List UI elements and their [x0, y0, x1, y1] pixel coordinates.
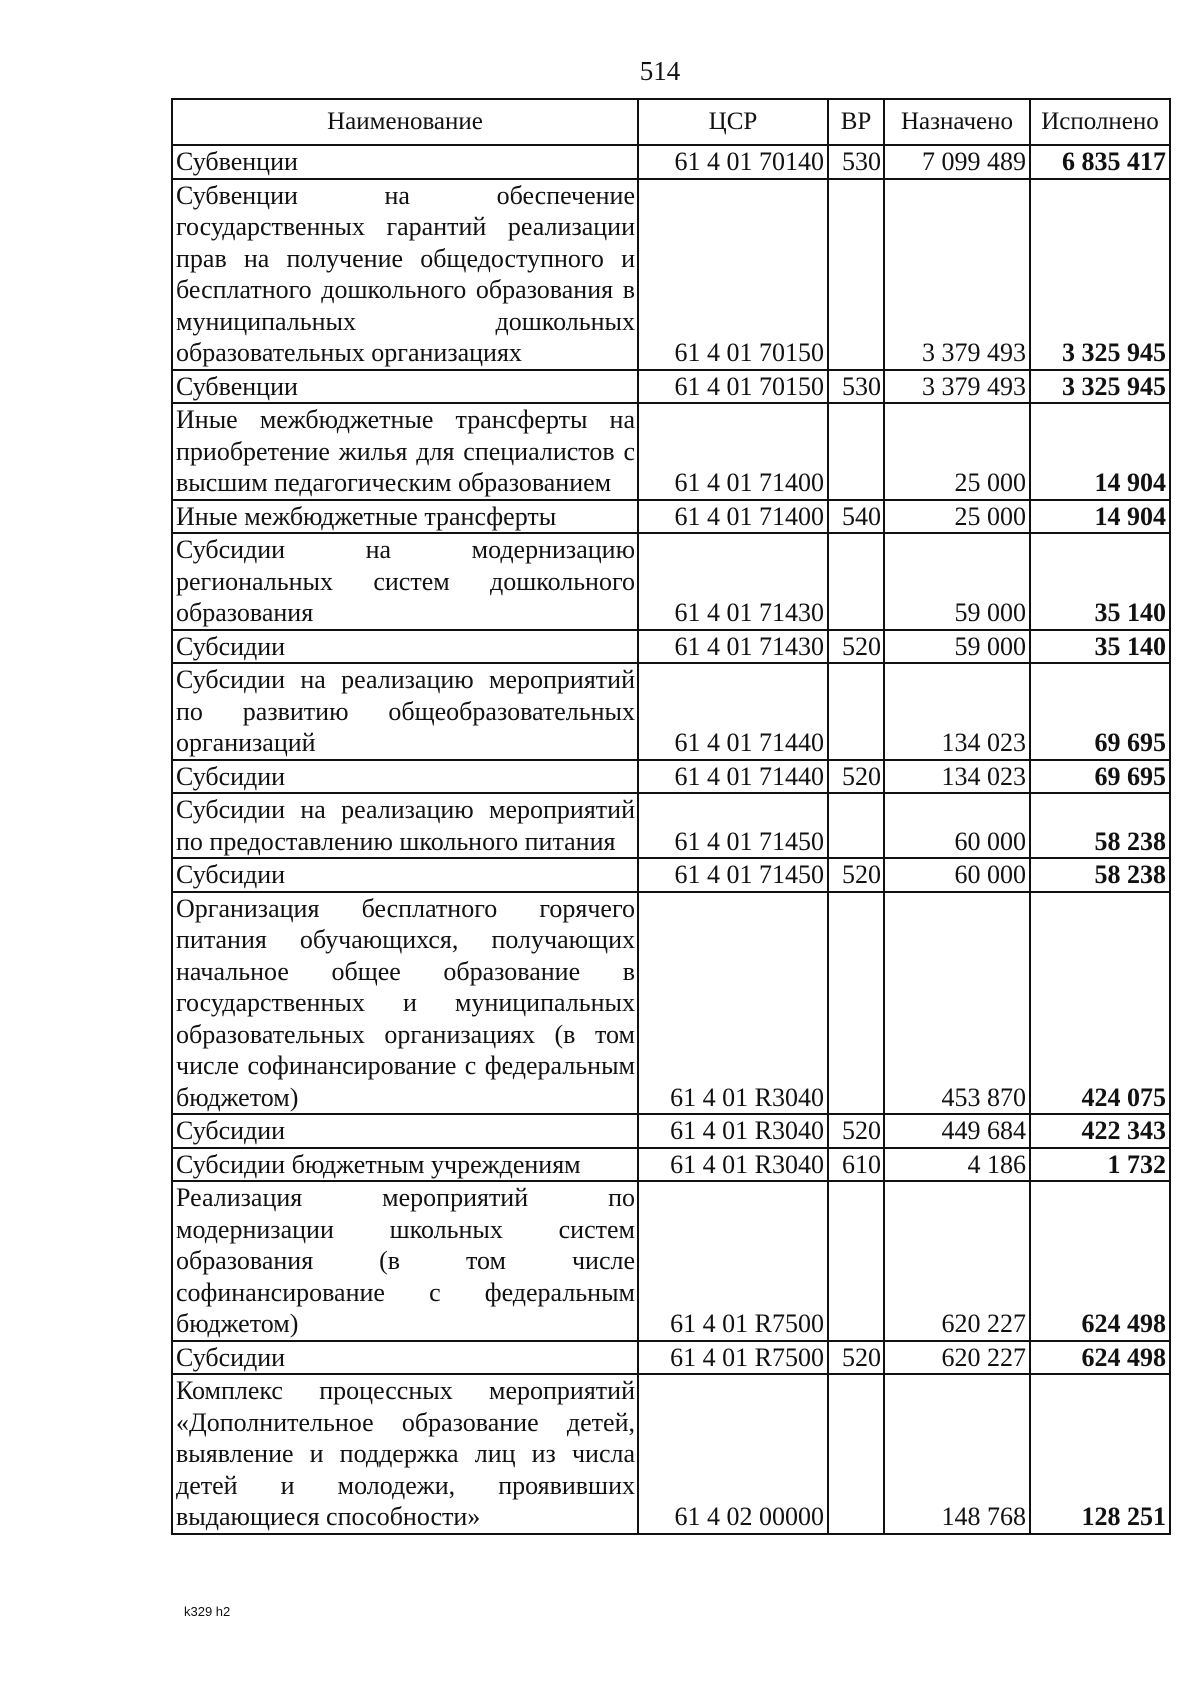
- row-executed: 6 835 417: [1030, 145, 1170, 179]
- budget-table: [171, 98, 1171, 1535]
- row-executed: 58 238: [1030, 858, 1170, 892]
- row-assigned: 25 000: [884, 500, 1030, 534]
- row-name: Субсидии на реализацию мероприятий по развитию общеобразовательных организаций: [172, 663, 638, 760]
- table-row: [172, 533, 1170, 630]
- row-assigned: 3 379 493: [884, 370, 1030, 404]
- table-row: [172, 793, 1170, 858]
- row-vr: [828, 1374, 884, 1534]
- row-executed: 14 904: [1030, 403, 1170, 500]
- row-executed: 14 904: [1030, 500, 1170, 534]
- row-vr: 520: [828, 1114, 884, 1148]
- header-executed: Исполнено: [1030, 99, 1170, 145]
- row-name: Организация бесплатного горячего питания обучающихся, получающих начальное общее образование в государственных и муниципальных образовательных организациях (в том числе софинансирование с федеральным бюджетом): [172, 892, 638, 1115]
- row-name: Субсидии: [172, 1114, 638, 1148]
- row-csr: 61 4 01 71400: [638, 403, 828, 500]
- row-name: Субсидии: [172, 1341, 638, 1375]
- header-csr: ЦСР: [638, 99, 828, 145]
- header-name: Наименование: [172, 99, 638, 145]
- row-name: Субсидии: [172, 630, 638, 664]
- row-assigned: 620 227: [884, 1181, 1030, 1341]
- row-vr: [828, 533, 884, 630]
- row-csr: 61 4 01 70150: [638, 179, 828, 370]
- row-assigned: 4 186: [884, 1148, 1030, 1182]
- table-row: [172, 1114, 1170, 1148]
- row-csr: 61 4 01 R3040: [638, 1148, 828, 1182]
- page-number: 514: [639, 56, 681, 86]
- table-row: [172, 1341, 1170, 1375]
- row-executed: 624 498: [1030, 1181, 1170, 1341]
- row-csr: 61 4 01 R3040: [638, 892, 828, 1115]
- row-vr: 610: [828, 1148, 884, 1182]
- row-executed: 3 325 945: [1030, 370, 1170, 404]
- footer-code: k329 h2: [184, 1604, 231, 1619]
- row-vr: 540: [828, 500, 884, 534]
- row-vr: 530: [828, 145, 884, 179]
- row-executed: 624 498: [1030, 1341, 1170, 1375]
- row-csr: 61 4 01 71440: [638, 760, 828, 794]
- row-executed: 3 325 945: [1030, 179, 1170, 370]
- row-executed: 58 238: [1030, 793, 1170, 858]
- row-name: Субсидии на реализацию мероприятий по предоставлению школьного питания: [172, 793, 638, 858]
- table-row: [172, 1374, 1170, 1534]
- row-name: Субсидии на модернизацию региональных систем дошкольного образования: [172, 533, 638, 630]
- row-assigned: 148 768: [884, 1374, 1030, 1534]
- row-name: Реализация мероприятий по модернизации школьных систем образования (в том числе софинансирование с федеральным бюджетом): [172, 1181, 638, 1341]
- row-vr: [828, 403, 884, 500]
- row-vr: [828, 793, 884, 858]
- row-executed: 35 140: [1030, 630, 1170, 664]
- row-name: Комплекс процессных мероприятий «Дополнительное образование детей, выявление и поддержка лиц из числа детей и молодежи, проявивших выдающиеся способности»: [172, 1374, 638, 1534]
- table-row: [172, 179, 1170, 370]
- row-executed: 424 075: [1030, 892, 1170, 1115]
- row-assigned: 453 870: [884, 892, 1030, 1115]
- table-row: [172, 145, 1170, 179]
- table-row: [172, 892, 1170, 1115]
- row-assigned: 134 023: [884, 760, 1030, 794]
- row-executed: 35 140: [1030, 533, 1170, 630]
- row-vr: [828, 663, 884, 760]
- row-csr: 61 4 01 70140: [638, 145, 828, 179]
- table-row: [172, 663, 1170, 760]
- row-assigned: 7 099 489: [884, 145, 1030, 179]
- row-assigned: 620 227: [884, 1341, 1030, 1375]
- table-row: [172, 403, 1170, 500]
- table-row: [172, 1148, 1170, 1182]
- row-assigned: 3 379 493: [884, 179, 1030, 370]
- row-csr: 61 4 02 00000: [638, 1374, 828, 1534]
- table-row: [172, 630, 1170, 664]
- row-name: Субвенции на обеспечение государственных гарантий реализации прав на получение общедоступного и бесплатного дошкольного образования в муниципальных дошкольных образовательных организациях: [172, 179, 638, 370]
- row-csr: 61 4 01 R7500: [638, 1341, 828, 1375]
- row-csr: 61 4 01 71400: [638, 500, 828, 534]
- row-csr: 61 4 01 R7500: [638, 1181, 828, 1341]
- row-name: Иные межбюджетные трансферты: [172, 500, 638, 534]
- row-vr: [828, 892, 884, 1115]
- row-assigned: 60 000: [884, 858, 1030, 892]
- row-csr: 61 4 01 71430: [638, 630, 828, 664]
- row-vr: 520: [828, 858, 884, 892]
- row-executed: 422 343: [1030, 1114, 1170, 1148]
- row-assigned: 449 684: [884, 1114, 1030, 1148]
- row-name: Иные межбюджетные трансферты на приобретение жилья для специалистов с высшим педагогическим образованием: [172, 403, 638, 500]
- table-row: [172, 500, 1170, 534]
- row-vr: 520: [828, 760, 884, 794]
- row-csr: 61 4 01 71450: [638, 858, 828, 892]
- row-assigned: 60 000: [884, 793, 1030, 858]
- row-vr: 520: [828, 630, 884, 664]
- row-executed: 1 732: [1030, 1148, 1170, 1182]
- row-assigned: 59 000: [884, 630, 1030, 664]
- table-row: [172, 370, 1170, 404]
- row-csr: 61 4 01 R3040: [638, 1114, 828, 1148]
- table-row: [172, 1181, 1170, 1341]
- table-header-row: [172, 99, 1170, 145]
- row-csr: 61 4 01 71450: [638, 793, 828, 858]
- row-csr: 61 4 01 71440: [638, 663, 828, 760]
- row-assigned: 59 000: [884, 533, 1030, 630]
- row-executed: 69 695: [1030, 663, 1170, 760]
- row-name: Субсидии: [172, 858, 638, 892]
- row-csr: 61 4 01 71430: [638, 533, 828, 630]
- header-vr: ВР: [828, 99, 884, 145]
- row-assigned: 134 023: [884, 663, 1030, 760]
- row-executed: 69 695: [1030, 760, 1170, 794]
- row-name: Субвенции: [172, 370, 638, 404]
- header-assigned: Назначено: [884, 99, 1030, 145]
- row-executed: 128 251: [1030, 1374, 1170, 1534]
- row-name: Субсидии: [172, 760, 638, 794]
- row-vr: [828, 179, 884, 370]
- row-name: Субсидии бюджетным учреждениям: [172, 1148, 638, 1182]
- row-vr: [828, 1181, 884, 1341]
- row-name: Субвенции: [172, 145, 638, 179]
- row-vr: 520: [828, 1341, 884, 1375]
- row-vr: 530: [828, 370, 884, 404]
- table-row: [172, 858, 1170, 892]
- table-row: [172, 760, 1170, 794]
- row-assigned: 25 000: [884, 403, 1030, 500]
- row-csr: 61 4 01 70150: [638, 370, 828, 404]
